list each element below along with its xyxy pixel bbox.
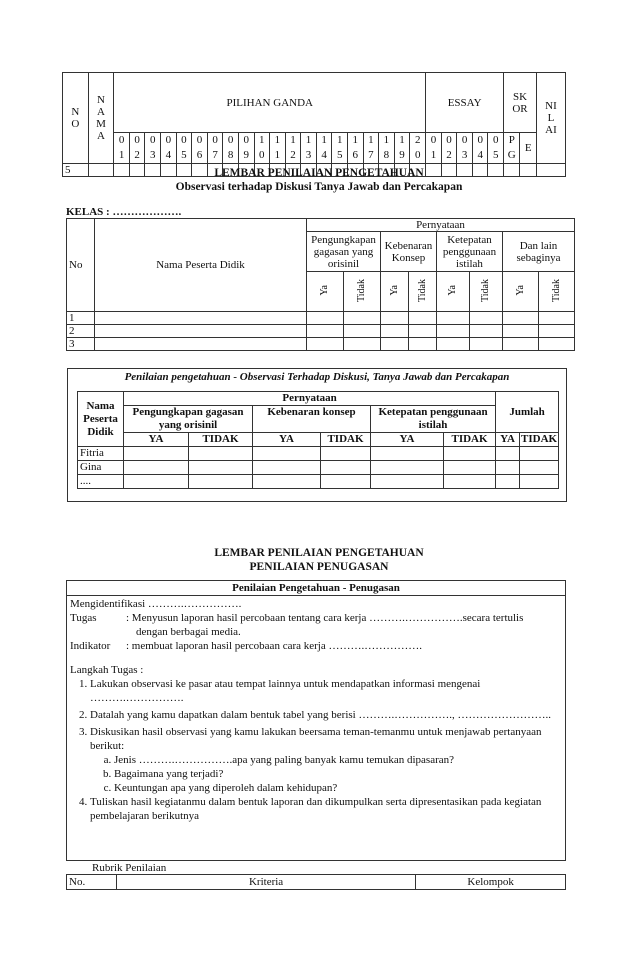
peg-label: E [520, 133, 536, 164]
no-header: N O [63, 73, 89, 164]
langkah-label: Langkah Tugas : [70, 664, 144, 676]
substeps-list [90, 753, 562, 795]
pg-number: 1 6 [347, 133, 363, 164]
pg-number: 0 2 [129, 133, 145, 164]
criteria-istilah: Ketepatan penggunaan istilah [437, 232, 503, 272]
nama-header: Nama Peserta Didik [95, 219, 307, 312]
essay-number: 0 2 [441, 133, 457, 164]
tidak-label: Tidak [416, 278, 428, 302]
penugasan-content: Mengidentifikasi ……….……………. Tugas : Menyusun laporan hasil percobaan tentang cara kerja ……….…………….secara tertulis dengan berbagai media. Indikator : membuat laporan hasil percobaan cara kerja ……….……………. Langkah Tugas : 1. Lakukan observasi ke pasar atau tempat lainnya untuk mendapatkan informasi mengenai ……….……………. 2. Datalah yang kamu dapatkan dalam bentuk tabel yang berisi ……….……………., …………………….. 3. Diskusikan hasil observasi yang kamu lakukan beersama teman-temanmu untuk menjawab pertanyaan berikut: a. Jenis ……….…………….apa yang paling banyak kamu temukan dipasaran? b. Bagaimana yang terjadi? c. Keuntungan apa yang diperoleh dalam kehidupan? 4. Tuliskan hasil kegiatanmu dalam bentuk laporan dan dikumpulkan serta dipresentasikan pada kegiatan pembelajaran berikutnya [67, 596, 566, 861]
no-header: No [67, 219, 95, 312]
answer-score-table [62, 72, 566, 177]
pernyataan-header: Pernyataan [124, 392, 496, 406]
indikator-text: : membuat laporan hasil percobaan cara kerja ……….……………. [126, 640, 422, 652]
pg-number: 1 3 [301, 133, 317, 164]
list-item: 1. Lakukan observasi ke pasar atau tempat lainnya untuk mendapatkan informasi mengenai ……….……………. [90, 677, 562, 705]
list-item: 3. Diskusikan hasil observasi yang kamu lakukan beersama teman-temanmu untuk menjawab pertanyaan berikut: a. Jenis ……….…………….apa yang paling banyak kamu temukan dipasaran? b. Bagaimana yang terjadi? c. Keuntungan apa yang diperoleh dalam kehidupan? [90, 725, 562, 795]
criteria-konsep: Kebenaran Konsep [381, 232, 437, 272]
nama-header: N A M A [88, 73, 114, 164]
essay-number: 0 5 [488, 133, 504, 164]
pg-number: 0 1 [114, 133, 130, 164]
criteria-orisinil: Pengungkapan gagasan yang orisinil [307, 232, 381, 272]
mengidentifikasi-line: Mengidentifikasi ……….……………. [70, 598, 242, 610]
pg-number: 1 4 [316, 133, 332, 164]
pg-number: 1 0 [254, 133, 270, 164]
table-row: 1 [67, 312, 575, 325]
tidak-label: Tidak [480, 278, 491, 302]
tidak-label: TIDAK [521, 433, 558, 445]
penilaian-observasi-box [67, 368, 567, 502]
essay-number: 0 4 [472, 133, 488, 164]
list-item: c. Keuntungan apa yang diperoleh dalam kehidupan? [114, 781, 562, 795]
ya-label: YA [253, 433, 321, 447]
criteria-orisinil: Pengungkapan gagasan yang orisinil [124, 406, 253, 433]
pg-number: 1 9 [394, 133, 410, 164]
table-row: Fitria [78, 447, 559, 461]
ya-label: Ya [319, 284, 330, 296]
ya-label: YA [371, 433, 444, 447]
jumlah-header: Jumlah [496, 392, 559, 433]
penugasan-header: Penilaian Pengetahuan - Penugasan [67, 581, 566, 596]
pernyataan-header: Pernyataan [307, 219, 575, 232]
criteria-lain: Dan lain sebaginya [503, 232, 575, 272]
nama-peserta-header: Nama Peserta Didik [78, 392, 124, 447]
criteria-istilah: Ketepatan penggunaan istilah [371, 406, 496, 433]
pg-number: 1 5 [332, 133, 348, 164]
list-item: 4. Tuliskan hasil kegiatanmu dalam bentuk laporan dan dikumpulkan serta dipresentasikan pada kegiatan pembelajaran berikutnya [90, 795, 562, 823]
pg-number: 0 9 [238, 133, 254, 164]
ya-label: Ya [447, 284, 458, 296]
pg-number: 0 6 [192, 133, 208, 164]
skor-header: SK OR [504, 73, 537, 133]
no-header: No. [67, 875, 117, 890]
pg-number: 0 5 [176, 133, 192, 164]
tidak-label: Tidak [356, 278, 367, 302]
rubrik-label: Rubrik Penilaian [92, 862, 167, 874]
tugas-text: : Menyusun laporan hasil percobaan tentang cara kerja ……….…………….secara tertulis [126, 612, 524, 624]
kelas-label: KELAS : ………………. [66, 206, 182, 218]
kelompok-header: Kelompok [416, 875, 566, 890]
pg-number: 1 8 [379, 133, 395, 164]
table-row: 2 [67, 325, 575, 338]
section-title-penugasan: LEMBAR PENILAIAN PENGETAHUAN PENILAIAN PENUGASAN [214, 547, 424, 573]
rubrik-table [66, 874, 566, 890]
essay-number: 0 1 [426, 133, 442, 164]
ya-label: Ya [388, 284, 400, 296]
row-number: 5 [63, 164, 89, 177]
box-title: Penilaian pengetahuan - Observasi Terhadap Diskusi, Tanya Jawab dan Percakapan [124, 371, 510, 383]
ya-label: Ya [514, 284, 526, 296]
tidak-label: TIDAK [444, 433, 496, 447]
section-title-observasi: LEMBAR PENILAIAN PENGETAHUAN Observasi terhadap Diskusi Tanya Jawab dan Percakapan [175, 167, 463, 193]
table-row: .... [78, 475, 559, 489]
essay-header: ESSAY [426, 73, 504, 133]
list-item: b. Bagaimana yang terjadi? [114, 767, 562, 781]
pilihan-ganda-header: PILIHAN GANDA [114, 73, 426, 133]
criteria-konsep: Kebenaran konsep [253, 406, 371, 433]
penilaian-observasi-table [77, 391, 559, 489]
tidak-label: TIDAK [189, 433, 253, 447]
table-row: Gina [78, 461, 559, 475]
essay-number: 0 3 [457, 133, 473, 164]
list-item: a. Jenis ……….…………….apa yang paling banyak kamu temukan dipasaran? [114, 753, 562, 767]
pg-number: 2 0 [410, 133, 426, 164]
peg-label: P G [504, 133, 520, 164]
pg-number: 0 8 [223, 133, 239, 164]
ya-label: YA [496, 433, 520, 447]
steps-list [70, 677, 562, 823]
nilai-header: NI L AI [536, 73, 565, 164]
observasi-table [66, 218, 575, 351]
pg-number: 0 7 [207, 133, 223, 164]
penugasan-table [66, 580, 566, 861]
pg-number: 1 2 [285, 133, 301, 164]
ya-label: YA [124, 433, 189, 447]
pg-number: 0 3 [145, 133, 161, 164]
list-item: 2. Datalah yang kamu dapatkan dalam bentuk tabel yang berisi ……….……………., …………………….. [90, 708, 562, 722]
pg-number: 0 4 [161, 133, 177, 164]
tidak-label: Tidak [550, 278, 562, 302]
pg-number: 1 1 [270, 133, 286, 164]
table-row: 3 [67, 338, 575, 351]
tidak-label: TIDAK [321, 433, 371, 447]
pg-number: 1 7 [363, 133, 379, 164]
kriteria-header: Kriteria [116, 875, 415, 890]
